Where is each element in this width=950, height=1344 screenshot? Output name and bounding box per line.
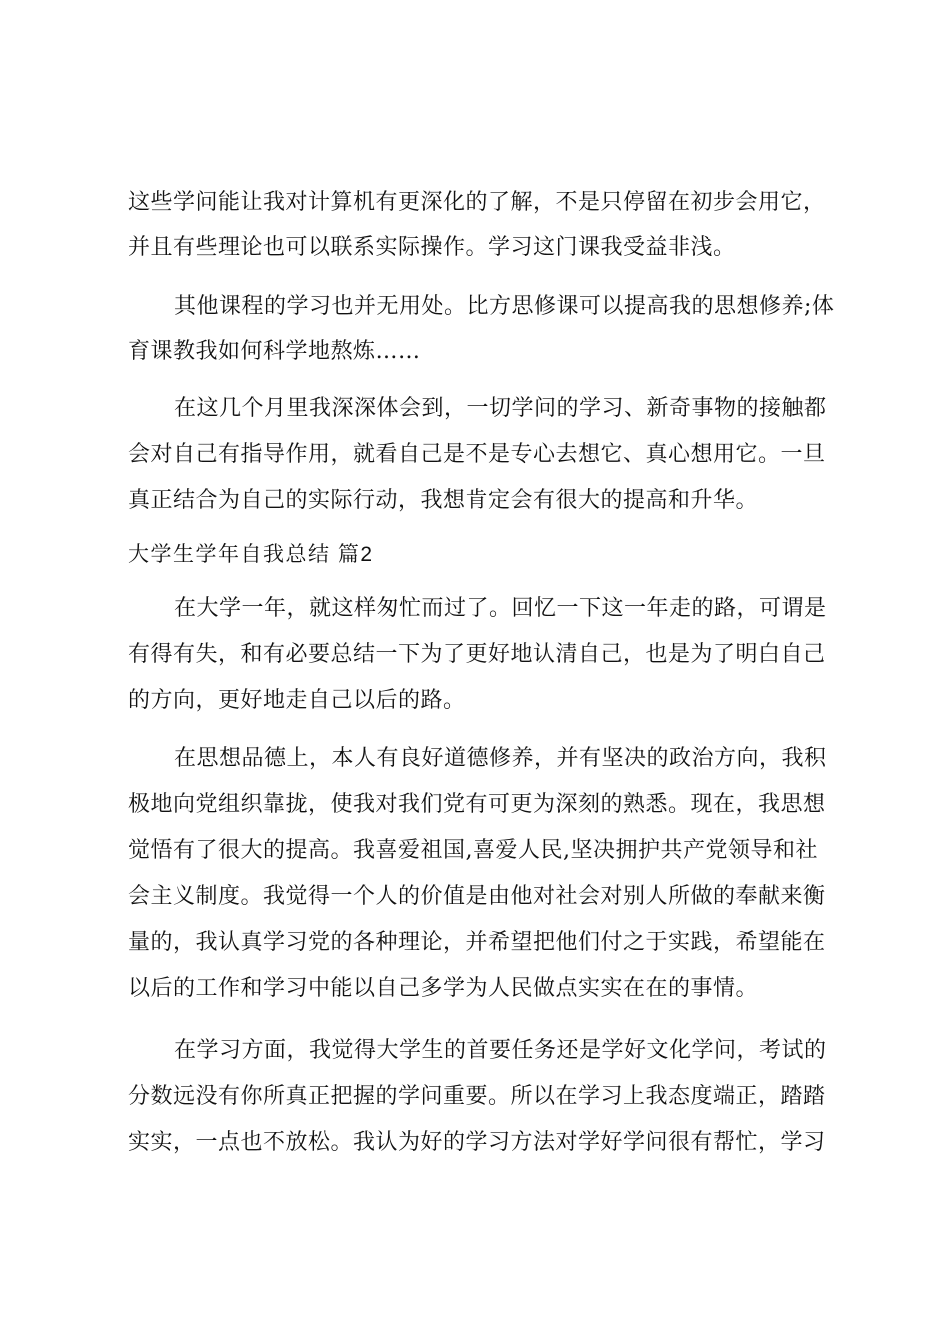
paragraph-line: 在大学一年，就这样匆忙而过了。回忆一下这一年走的路，可谓是 xyxy=(174,596,827,621)
paragraph-line: 其他课程的学习也并无用处。比方思修课可以提高我的思想修养;体 xyxy=(174,294,835,319)
paragraph-line: 觉悟有了很大的提高。我喜爱祖国,喜爱人民,坚决拥护共产党领导和社 xyxy=(128,838,818,863)
paragraph-line: 会主义制度。我觉得一个人的价值是由他对社会对别人所做的奉献来衡 xyxy=(128,884,826,909)
paragraph-line: 在学习方面，我觉得大学生的首要任务还是学好文化学问，考试的 xyxy=(174,1038,827,1063)
paragraph-line: 分数远没有你所真正把握的学问重要。所以在学习上我态度端正，踏踏 xyxy=(128,1084,826,1109)
paragraph-line: 的方向，更好地走自己以后的路。 xyxy=(128,688,466,713)
paragraph-line: 极地向党组织靠拢，使我对我们党有可更为深刻的熟悉。现在，我思想 xyxy=(128,792,826,817)
paragraph-line: 在这几个月里我深深体会到，一切学问的学习、新奇事物的接触都 xyxy=(174,396,827,421)
paragraph-line: 量的，我认真学习党的各种理论，并希望把他们付之于实践，希望能在 xyxy=(128,930,826,955)
section-heading: 大学生学年自我总结 篇2 xyxy=(128,543,374,566)
paragraph-line: 会对自己有指导作用，就看自己是不是专心去想它、真心想用它。一旦 xyxy=(128,442,826,467)
paragraph-line: 以后的工作和学习中能以自己多学为人民做点实实在在的事情。 xyxy=(128,976,759,1001)
paragraph-line: 育课教我如何科学地熬炼…… xyxy=(128,339,421,364)
paragraph-line: 并且有些理论也可以联系实际操作。学习这门课我受益非浅。 xyxy=(128,235,736,260)
paragraph-line: 实实，一点也不放松。我认为好的学习方法对学好学问很有帮忙，学习 xyxy=(128,1130,826,1155)
paragraph-line: 这些学问能让我对计算机有更深化的了解，不是只停留在初步会用它， xyxy=(128,190,826,215)
paragraph-line: 在思想品德上，本人有良好道德修养，并有坚决的政治方向，我积 xyxy=(174,746,827,771)
paragraph-line: 有得有失，和有必要总结一下为了更好地认清自己，也是为了明白自己 xyxy=(128,642,826,667)
paragraph-line: 真正结合为自己的实际行动，我想肯定会有很大的提高和升华。 xyxy=(128,488,759,513)
